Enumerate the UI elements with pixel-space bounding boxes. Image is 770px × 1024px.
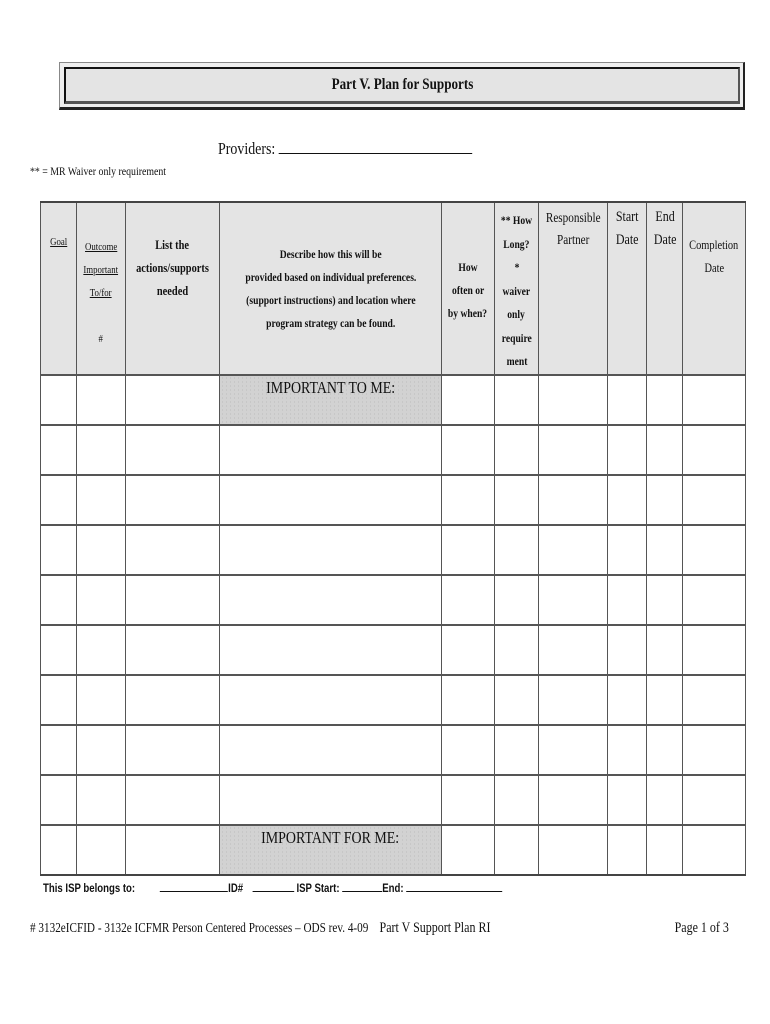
cell-goal[interactable] (41, 825, 77, 875)
cell-describe[interactable] (220, 775, 442, 825)
cell-completion-date[interactable] (683, 625, 745, 675)
cell-how-often[interactable] (442, 525, 495, 575)
page-title: Part V. Plan for Supports (331, 76, 473, 93)
table-row (41, 725, 746, 775)
cell-goal[interactable] (41, 675, 77, 725)
section-important-to-me: IMPORTANT TO ME: (220, 375, 442, 425)
cell-outcome[interactable] (77, 375, 126, 425)
cell-outcome[interactable] (77, 425, 126, 475)
table-row (41, 425, 746, 475)
cell-actions[interactable] (126, 825, 220, 875)
cell-describe[interactable] (220, 625, 442, 675)
waiver-note: ** = MR Waiver only requirement (30, 164, 167, 178)
cell-start-date[interactable] (608, 825, 647, 875)
cell-describe[interactable] (220, 675, 442, 725)
table-row (41, 775, 746, 825)
cell-describe[interactable] (220, 725, 442, 775)
cell-how-long[interactable] (495, 625, 539, 675)
cell-completion-date[interactable] (683, 725, 745, 775)
cell-outcome[interactable] (77, 575, 126, 625)
isp-start-input[interactable] (342, 880, 382, 892)
isp-info-line (43, 880, 502, 895)
cell-end-date[interactable] (647, 675, 683, 725)
cell-start-date[interactable] (608, 375, 647, 425)
cell-completion-date[interactable] (683, 525, 745, 575)
cell-how-often[interactable] (442, 775, 495, 825)
cell-actions[interactable] (126, 675, 220, 725)
cell-completion-date[interactable] (683, 825, 745, 875)
cell-actions[interactable] (126, 775, 220, 825)
header-outcome: Outcome Important To/for # (77, 202, 126, 375)
cell-end-date[interactable] (647, 625, 683, 675)
cell-actions[interactable] (126, 725, 220, 775)
cell-how-long[interactable] (495, 475, 539, 525)
cell-partner[interactable] (539, 675, 608, 725)
cell-how-often[interactable] (442, 475, 495, 525)
header-completion-date: Completion Date (683, 202, 745, 375)
cell-outcome[interactable] (77, 675, 126, 725)
isp-id-input[interactable] (252, 880, 294, 892)
cell-outcome[interactable] (77, 525, 126, 575)
cell-partner[interactable] (539, 725, 608, 775)
isp-id-label: ID# (228, 881, 244, 895)
providers-field (218, 137, 472, 159)
table-header-row (41, 202, 746, 375)
table-row (41, 675, 746, 725)
cell-completion-date[interactable] (683, 775, 745, 825)
isp-start-label: ISP Start: (296, 881, 340, 895)
support-plan-table (40, 201, 746, 876)
section-important-for-me: IMPORTANT FOR ME: (220, 825, 442, 875)
table-row (41, 525, 746, 575)
cell-end-date[interactable] (647, 775, 683, 825)
cell-start-date[interactable] (608, 525, 647, 575)
cell-how-often[interactable] (442, 575, 495, 625)
cell-how-often[interactable] (442, 725, 495, 775)
table-row (41, 475, 746, 525)
cell-describe[interactable] (220, 575, 442, 625)
cell-goal[interactable] (41, 475, 77, 525)
cell-outcome[interactable] (77, 725, 126, 775)
table-row (41, 825, 746, 875)
cell-start-date[interactable] (608, 475, 647, 525)
cell-start-date[interactable] (608, 425, 647, 475)
cell-actions[interactable] (126, 625, 220, 675)
cell-goal[interactable] (41, 375, 77, 425)
cell-end-date[interactable] (647, 725, 683, 775)
header-start-date: Start Date (608, 202, 647, 375)
title-inner-box (64, 67, 740, 104)
cell-end-date[interactable] (647, 575, 683, 625)
cell-how-long[interactable] (495, 825, 539, 875)
cell-outcome[interactable] (77, 825, 126, 875)
providers-input[interactable] (279, 137, 473, 154)
cell-start-date[interactable] (608, 675, 647, 725)
cell-partner[interactable] (539, 475, 608, 525)
cell-end-date[interactable] (647, 525, 683, 575)
cell-completion-date[interactable] (683, 425, 745, 475)
cell-how-often[interactable] (442, 675, 495, 725)
cell-actions[interactable] (126, 525, 220, 575)
cell-how-long[interactable] (495, 575, 539, 625)
cell-start-date[interactable] (608, 725, 647, 775)
cell-how-long[interactable] (495, 525, 539, 575)
isp-end-input[interactable] (406, 880, 502, 892)
cell-actions[interactable] (126, 375, 220, 425)
cell-actions[interactable] (126, 475, 220, 525)
cell-partner[interactable] (539, 625, 608, 675)
cell-how-long[interactable] (495, 675, 539, 725)
cell-actions[interactable] (126, 425, 220, 475)
cell-goal[interactable] (41, 775, 77, 825)
header-goal: Goal (41, 202, 77, 375)
cell-actions[interactable] (126, 575, 220, 625)
header-how-often: How often or by when? (442, 202, 495, 375)
cell-partner[interactable] (539, 375, 608, 425)
header-how-long: ** How Long? * waiver only require ment (495, 202, 539, 375)
footer-left (30, 920, 490, 937)
cell-goal[interactable] (41, 425, 77, 475)
cell-goal[interactable] (41, 625, 77, 675)
header-actions: List the actions/supports needed (126, 202, 220, 375)
cell-completion-date[interactable] (683, 575, 745, 625)
header-responsible-partner: Responsible Partner (539, 202, 608, 375)
cell-how-often[interactable] (442, 375, 495, 425)
cell-partner[interactable] (539, 525, 608, 575)
isp-end-label: End: (382, 881, 404, 895)
cell-completion-date[interactable] (683, 675, 745, 725)
cell-outcome[interactable] (77, 475, 126, 525)
cell-how-often[interactable] (442, 625, 495, 675)
header-describe: Describe how this will be provided based on individual preferences. (support instructions) and location where program strategy can be found. (220, 202, 442, 375)
cell-how-often[interactable] (442, 825, 495, 875)
cell-how-long[interactable] (495, 775, 539, 825)
isp-belongs-input[interactable] (160, 880, 228, 892)
cell-outcome[interactable] (77, 775, 126, 825)
cell-describe[interactable] (220, 525, 442, 575)
providers-label: Providers: (218, 139, 276, 158)
table-row (41, 575, 746, 625)
cell-goal[interactable] (41, 575, 77, 625)
table-row (41, 375, 746, 425)
cell-completion-date[interactable] (683, 375, 745, 425)
cell-partner[interactable] (539, 775, 608, 825)
cell-how-long[interactable] (495, 425, 539, 475)
cell-end-date[interactable] (647, 475, 683, 525)
cell-partner[interactable] (539, 425, 608, 475)
cell-completion-date[interactable] (683, 475, 745, 525)
cell-partner[interactable] (539, 825, 608, 875)
cell-start-date[interactable] (608, 575, 647, 625)
title-box (59, 62, 745, 110)
table-row (41, 625, 746, 675)
page-number: Page 1 of 3 (674, 920, 729, 936)
footer-plan-name: Part V Support Plan RI (379, 920, 491, 936)
cell-how-often[interactable] (442, 425, 495, 475)
cell-end-date[interactable] (647, 825, 683, 875)
cell-start-date[interactable] (608, 775, 647, 825)
cell-partner[interactable] (539, 575, 608, 625)
cell-goal[interactable] (41, 525, 77, 575)
cell-how-long[interactable] (495, 725, 539, 775)
cell-describe[interactable] (220, 425, 442, 475)
cell-how-long[interactable] (495, 375, 539, 425)
cell-end-date[interactable] (647, 375, 683, 425)
cell-goal[interactable] (41, 725, 77, 775)
cell-start-date[interactable] (608, 625, 647, 675)
cell-describe[interactable] (220, 475, 442, 525)
cell-end-date[interactable] (647, 425, 683, 475)
header-end-date: End Date (647, 202, 683, 375)
cell-outcome[interactable] (77, 625, 126, 675)
footer-form-id: # 3132eICFID - 3132e ICFMR Person Centered Processes – ODS rev. 4-09 (30, 921, 369, 936)
isp-belongs-label: This ISP belongs to: (43, 881, 136, 895)
